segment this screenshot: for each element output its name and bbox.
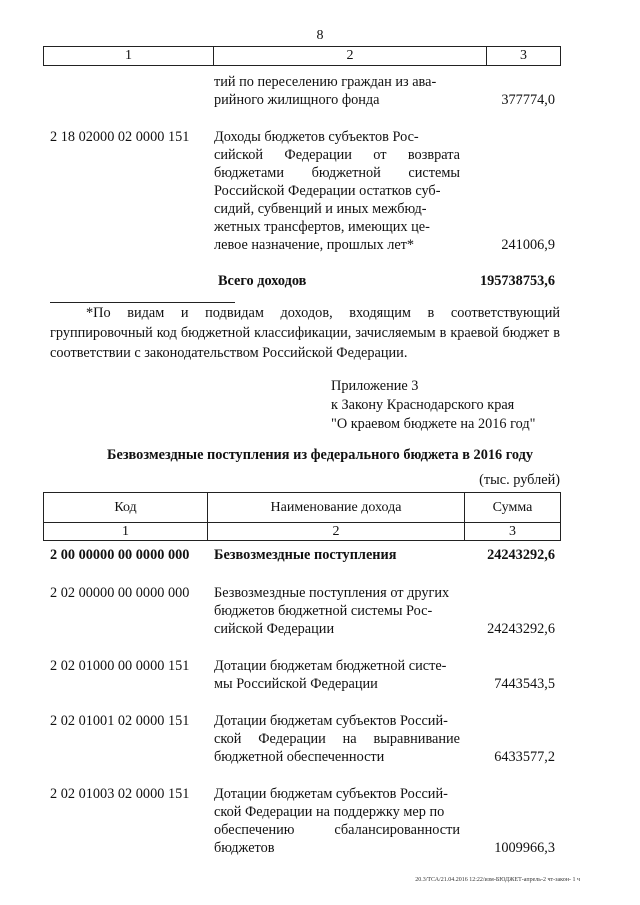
footer-file-stamp: 20.3/ТСА/21.04.2016 12:22/изм-БЮДЖЕТ-апрель-2 чт-закон- 1 ч [415, 877, 580, 883]
table-row-code: 2 02 01003 02 0000 151 [50, 786, 190, 802]
desc-line: сийской Федерации [214, 621, 335, 637]
units-label: (тыс. рублей) [479, 472, 560, 488]
appendix-line-2: к Закону Краснодарского края [331, 397, 515, 413]
footnote: *По видам и подвидам доходов, входящим в соответствующий группировочный код бюджетной классификации, зачисляемым в краевой бюджет в соответствии с законодательством Российской Федерации. [50, 305, 560, 361]
desc-line: сидий, субвенций и иных межбюд- [214, 201, 427, 217]
col-header-code: Код [44, 493, 208, 523]
row-continued-amount: 377774,0 [501, 92, 555, 108]
desc-line: левое назначение, прошлых лет* [214, 237, 415, 253]
row-code: 2 18 02000 02 0000 151 [50, 129, 190, 145]
row-continued-description [214, 73, 460, 109]
col-number-1: 1 [44, 523, 208, 541]
desc-line: Российской Федерации остатков суб- [214, 183, 441, 199]
desc-line: Доходы бюджетов субъектов Рос- [214, 129, 419, 145]
desc-line: Дотации бюджетам субъектов Россий- [214, 713, 448, 729]
table-row-description [214, 712, 460, 766]
desc-line: бюджетной обеспеченности [214, 749, 385, 765]
col-number-3: 3 [465, 523, 561, 541]
desc-line: Безвозмездные поступления от других [214, 585, 450, 601]
table-row-description [214, 584, 460, 638]
table-row-description [214, 657, 460, 693]
desc-line: тий по переселению граждан из ава- [214, 74, 437, 90]
total-amount: 195738753,6 [479, 273, 555, 289]
appendix-line-3: "О краевом бюджете на 2016 год" [331, 416, 536, 432]
row-description [214, 128, 460, 254]
section-title: Безвозмездные поступления из федерального бюджета в 2016 году [107, 447, 533, 463]
appendix-line-1: Приложение 3 [331, 378, 419, 394]
desc-line: бюджетов бюджетной системы Рос- [214, 603, 433, 619]
row-amount: 241006,9 [501, 237, 555, 253]
header-col-2: 2 [214, 47, 487, 66]
desc-line: жетных трансфертов, имеющих це- [214, 219, 430, 235]
desc-line: Безвозмездные поступления [214, 547, 397, 563]
desc-line: бюджетами бюджетной системы [214, 165, 460, 181]
desc-line: сийской Федерации от возврата [214, 147, 460, 163]
col-number-2: 2 [208, 523, 465, 541]
col-header-sum: Сумма [465, 493, 561, 523]
header-col-3: 3 [487, 47, 561, 66]
table-row-code: 2 02 01000 00 0000 151 [50, 658, 190, 674]
appendix-heading [331, 377, 535, 434]
total-label: Всего доходов [218, 273, 307, 289]
desc-line: бюджетов [214, 840, 275, 856]
table-row-amount: 6433577,2 [494, 749, 555, 765]
continued-table-header [43, 46, 561, 66]
desc-line: мы Российской Федерации [214, 676, 378, 692]
table-row-code: 2 02 00000 00 0000 000 [50, 585, 190, 601]
header-col-1: 1 [44, 47, 214, 66]
revenue-table-header [43, 492, 561, 541]
table-row-amount: 24243292,6 [487, 547, 555, 563]
table-row-code: 2 02 01001 02 0000 151 [50, 713, 190, 729]
table-row-amount: 24243292,6 [487, 621, 555, 637]
desc-line: обеспечению сбалансированности [214, 822, 460, 838]
table-row-code: 2 00 00000 00 0000 000 [50, 547, 190, 563]
table-row-description [214, 785, 460, 857]
desc-line: Дотации бюджетам субъектов Россий- [214, 786, 448, 802]
desc-line: рийного жилищного фонда [214, 92, 380, 108]
desc-line: Дотации бюджетам бюджетной систе- [214, 658, 447, 674]
table-row-amount: 7443543,5 [494, 676, 555, 692]
table-row-description [214, 546, 460, 564]
page-number: 8 [316, 28, 324, 43]
col-header-name: Наименование дохода [208, 493, 465, 523]
desc-line: ской Федерации на выравнивание [214, 731, 460, 747]
desc-line: ской Федерации на поддержку мер по [214, 804, 445, 820]
table-row-amount: 1009966,3 [494, 840, 555, 856]
